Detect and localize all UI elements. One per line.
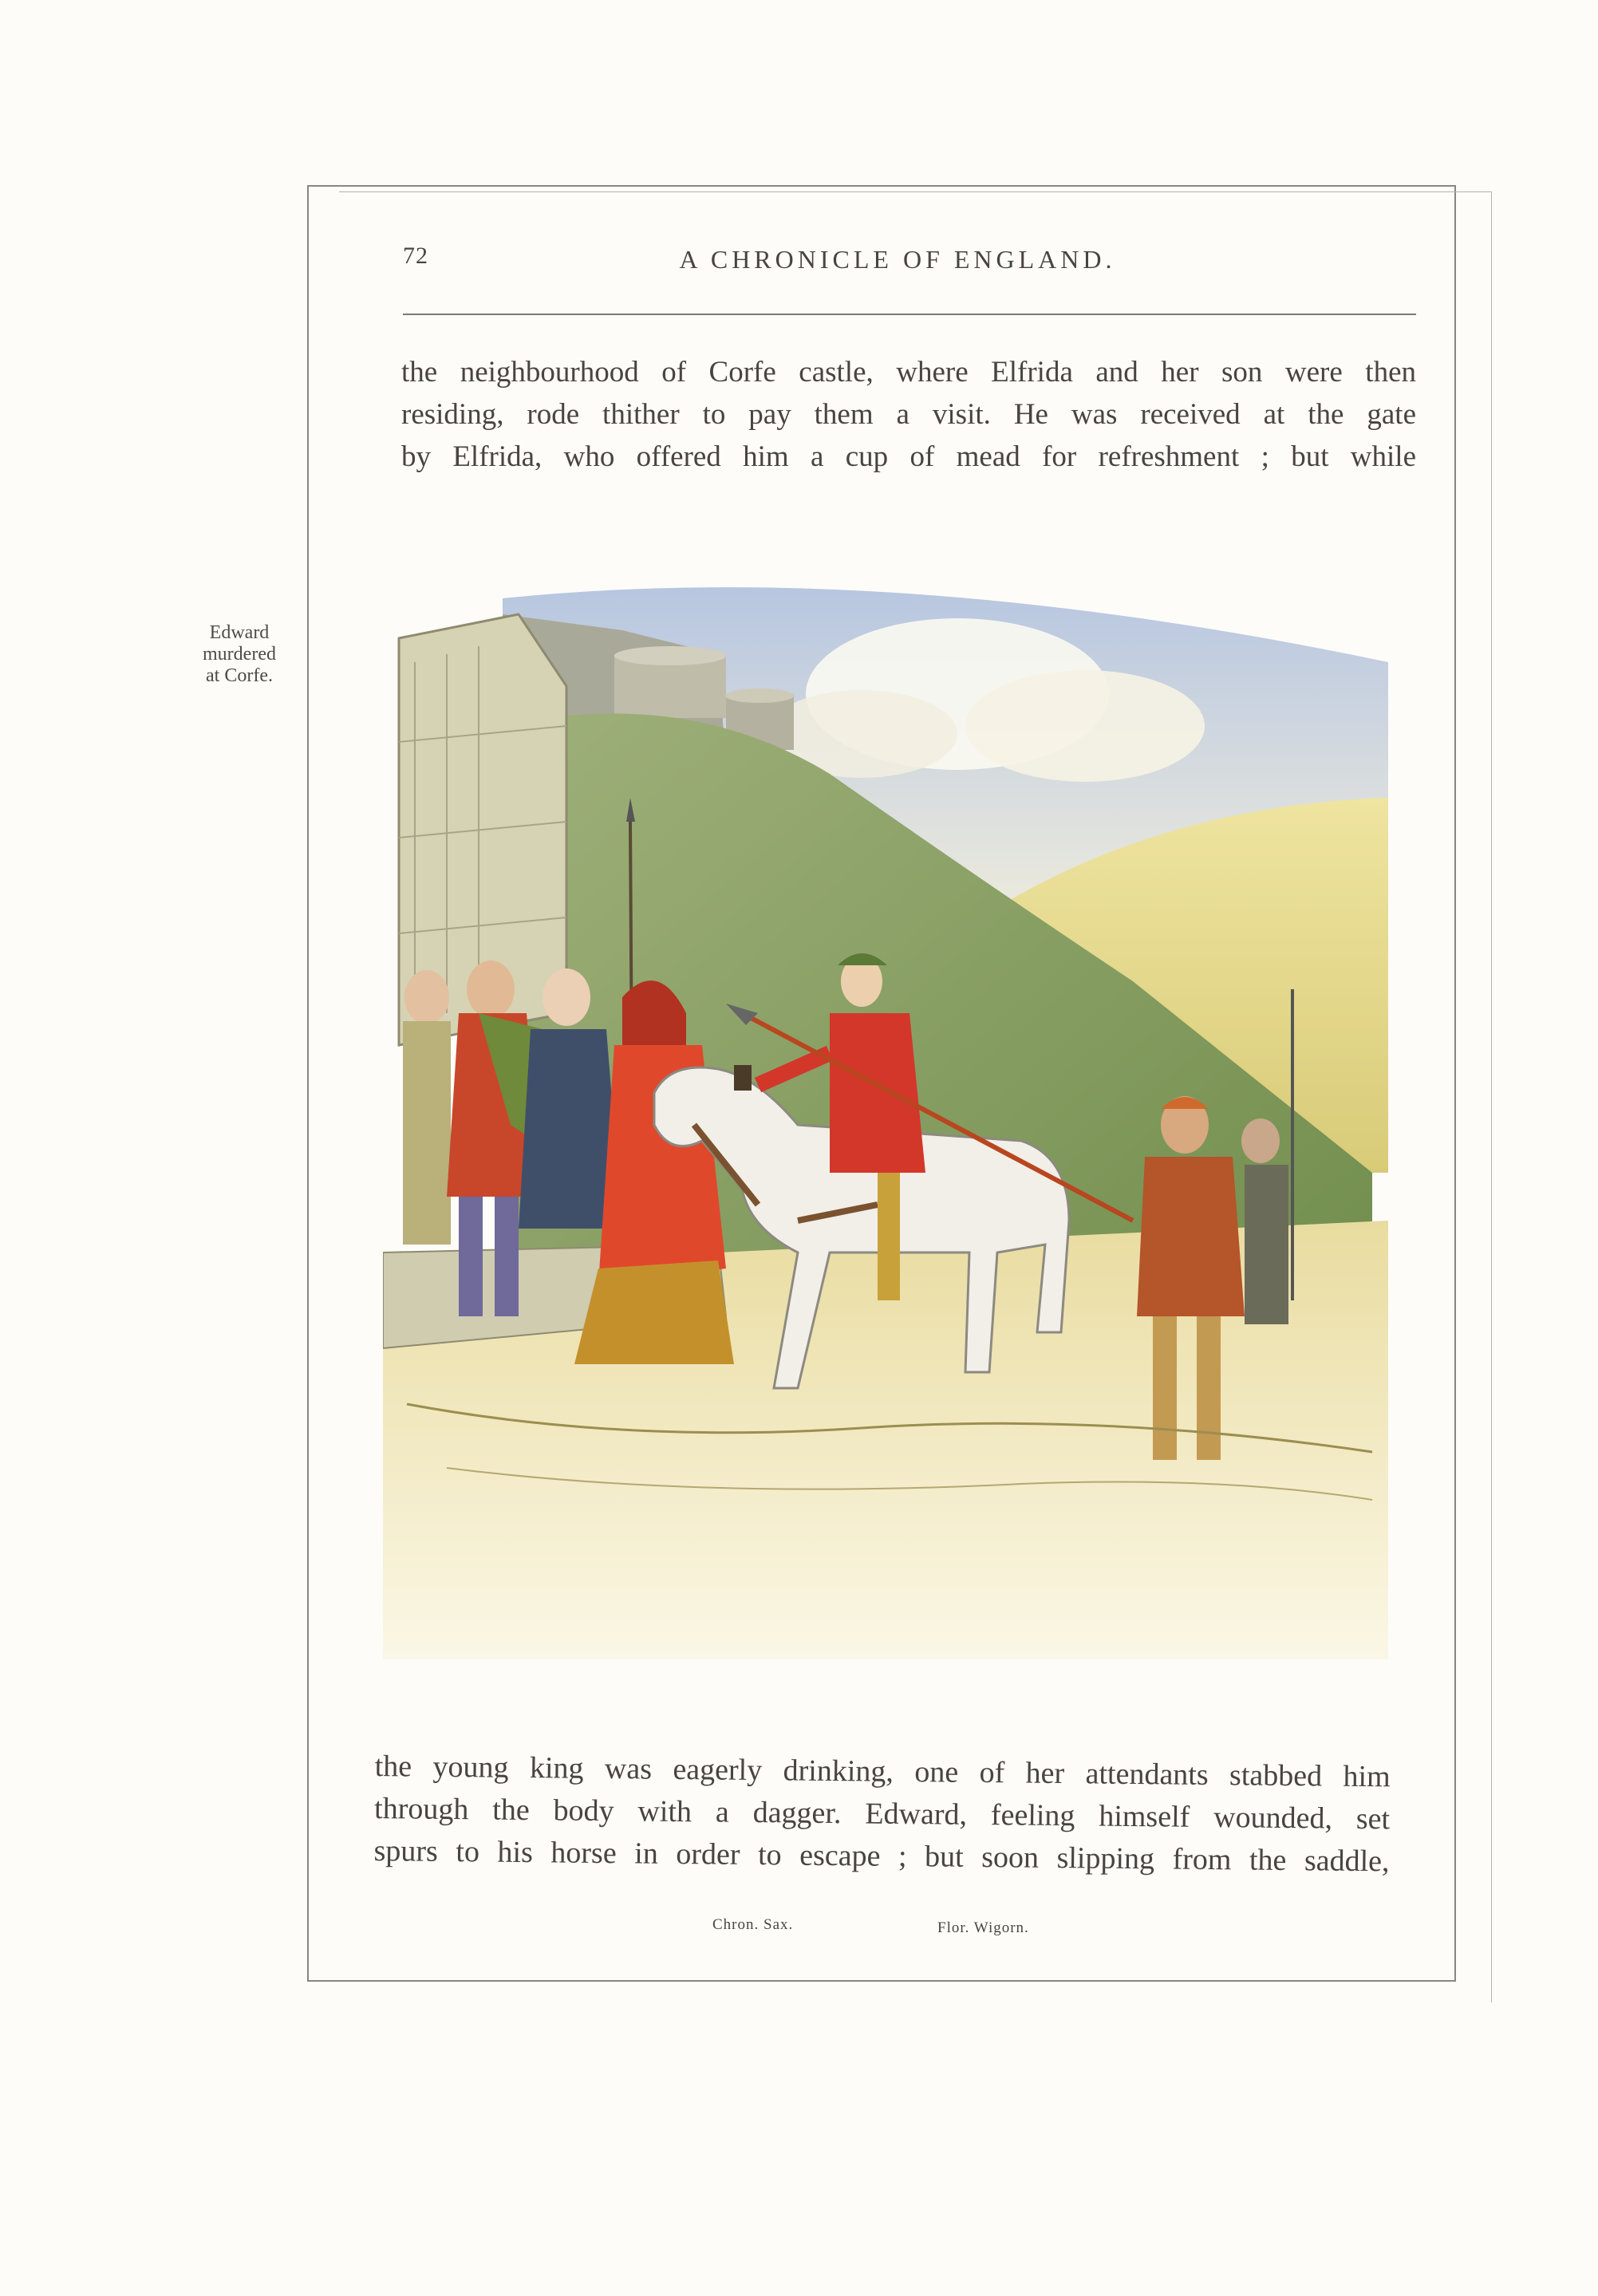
text-line: residing, rode thither to pay them a visit. He was received at the gate [401, 398, 1416, 431]
text-line: spurs to his horse in order to escape ; but soon slipping from the saddle, [373, 1833, 1390, 1879]
text-line: by Elfrida, who offered him a cup of mead for refreshment ; but while [401, 440, 1416, 473]
body-text-bottom [373, 1746, 1391, 1883]
marginal-note-line: murdered [203, 644, 276, 665]
header-rule [403, 314, 1416, 315]
illustration-edward-at-corfe [383, 566, 1388, 1659]
marginal-note-line: Edward [209, 622, 270, 643]
body-text-top [401, 351, 1416, 478]
cloud [965, 670, 1205, 782]
running-head: A CHRONICLE OF ENGLAND. [679, 245, 1116, 274]
text-line: the young king was eagerly drinking, one of her attendants stabbed him [374, 1749, 1391, 1794]
marginal-note-line: at Corfe. [206, 665, 273, 686]
text-line: through the body with a dagger. Edward, feeling himself wounded, set [373, 1791, 1391, 1836]
footnote-source: Flor. Wigorn. [937, 1919, 1029, 1936]
marginal-note [172, 622, 307, 687]
page-number: 72 [403, 243, 428, 269]
footnote-source: Chron. Sax. [712, 1916, 794, 1933]
text-line: the neighbourhood of Corfe castle, where Elfrida and her son were then [401, 356, 1416, 389]
cup [734, 1065, 752, 1091]
